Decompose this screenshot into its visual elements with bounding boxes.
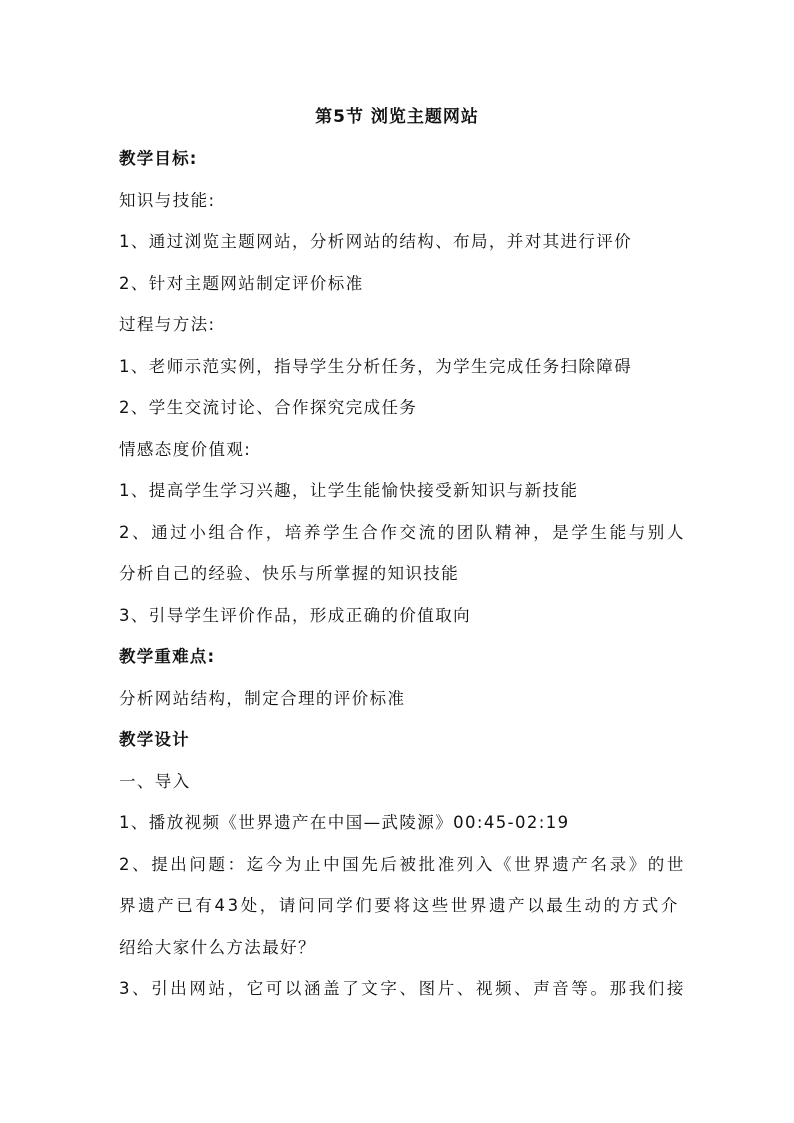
- paragraph-line: 2、提出问题：迄今为止中国先后被批准列入《世界遗产名录》的世: [119, 854, 686, 874]
- paragraph-line: 绍给大家什么方法最好？: [119, 937, 316, 957]
- paragraph-line: 1、老师示范实例，指导学生分析任务，为学生完成任务扫除障碍: [119, 356, 633, 376]
- paragraph-line: 1、通过浏览主题网站，分析网站的结构、布局，并对其进行评价: [119, 232, 633, 251]
- section-heading: 教学目标:: [119, 149, 198, 168]
- paragraph-line: 一、导入: [119, 771, 191, 791]
- paragraph-line: 分析自己的经验、快乐与所掌握的知识技能: [119, 564, 460, 583]
- paragraph-line: 3、引出网站，它可以涵盖了文字、图片、视频、声音等。那我们接: [119, 979, 686, 998]
- paragraph-line: 过程与方法:: [119, 315, 216, 334]
- paragraph-line: 2、针对主题网站制定评价标准: [119, 273, 364, 293]
- paragraph-line: 知识与技能:: [119, 190, 216, 210]
- paragraph-line: 情感态度价值观:: [119, 439, 252, 459]
- paragraph-line: 1、提高学生学习兴趣，让学生能愉快接受新知识与新技能: [119, 481, 579, 500]
- document-body: [119, 145, 689, 1017]
- page-title: 第5节 浏览主题网站: [315, 107, 479, 127]
- section-heading: 教学重难点:: [119, 647, 216, 666]
- paragraph-line: 2、通过小组合作，培养学生合作交流的团队精神，是学生能与别人: [119, 522, 686, 542]
- paragraph-line: 2、学生交流讨论、合作探究完成任务: [119, 398, 418, 417]
- paragraph-line: 3、引导学生评价作品，形成正确的价值取向: [119, 605, 471, 625]
- section-heading: 教学设计: [119, 730, 190, 749]
- paragraph-line: 1、播放视频《世界遗产在中国—武陵源》00:45-02:19: [119, 813, 570, 832]
- paragraph-line: 界遗产已有43处，请问同学们要将这些世界遗产以最生动的方式介: [119, 896, 680, 915]
- paragraph-line: 分析网站结构，制定合理的评价标准: [119, 688, 406, 708]
